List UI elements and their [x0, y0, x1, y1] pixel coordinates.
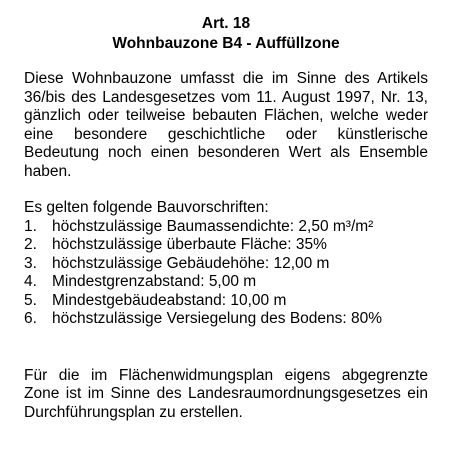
rules-list [24, 218, 428, 329]
list-item-text: Mindestgrenzabstand: 5,00 m [52, 273, 257, 290]
list-item-number: 1. [24, 217, 37, 235]
list-item-text: höchstzulässige Versiegelung des Bodens: 80% [52, 310, 383, 327]
list-item-number: 6. [24, 310, 37, 327]
list-item-text: Mindestgebäudeabstand: 10,00 m [52, 291, 287, 309]
list-item [24, 310, 428, 329]
list-item-text: höchstzulässige Baumassendichte: 2,50 m³/m² [52, 217, 374, 235]
list-item [24, 218, 428, 237]
list-item-text: höchstzulässige überbaute Fläche: 35% [52, 236, 327, 253]
article-number: Art. 18 [201, 15, 251, 32]
article-heading [24, 0, 428, 54]
list-item [24, 292, 428, 311]
list-item [24, 255, 428, 274]
rules-intro: Es gelten folgende Bauvorschriften: [24, 199, 269, 216]
list-item-number: 3. [24, 254, 37, 272]
list-item-number: 4. [24, 273, 37, 290]
list-item-number: 5. [24, 291, 37, 309]
list-item-text: höchstzulässige Gebäudehöhe: 12,00 m [52, 254, 330, 272]
intro-paragraph: Diese Wohnbauzone umfasst die im Sinne des Artikels 36/bis des Landesgesetzes vom 11. August 1997, Nr. 13, gänzlich oder teilweise bebauten Flächen, welche weder eine besondere geschichtliche oder künstlerische Bedeutung noch einen besonderen Wert als Ensemble haben. [24, 70, 428, 180]
list-item [24, 236, 428, 255]
list-item-number: 2. [24, 236, 37, 253]
closing-paragraph: Für die im Flächenwidmungsplan eigens abgegrenzte Zone ist im Sinne des Landesraumordnungsgesetzes ein Durchführungsplan zu erstellen. [24, 366, 428, 421]
article-title: Wohnbauzone B4 - Auffüllzone [112, 35, 340, 52]
list-item [24, 273, 428, 292]
